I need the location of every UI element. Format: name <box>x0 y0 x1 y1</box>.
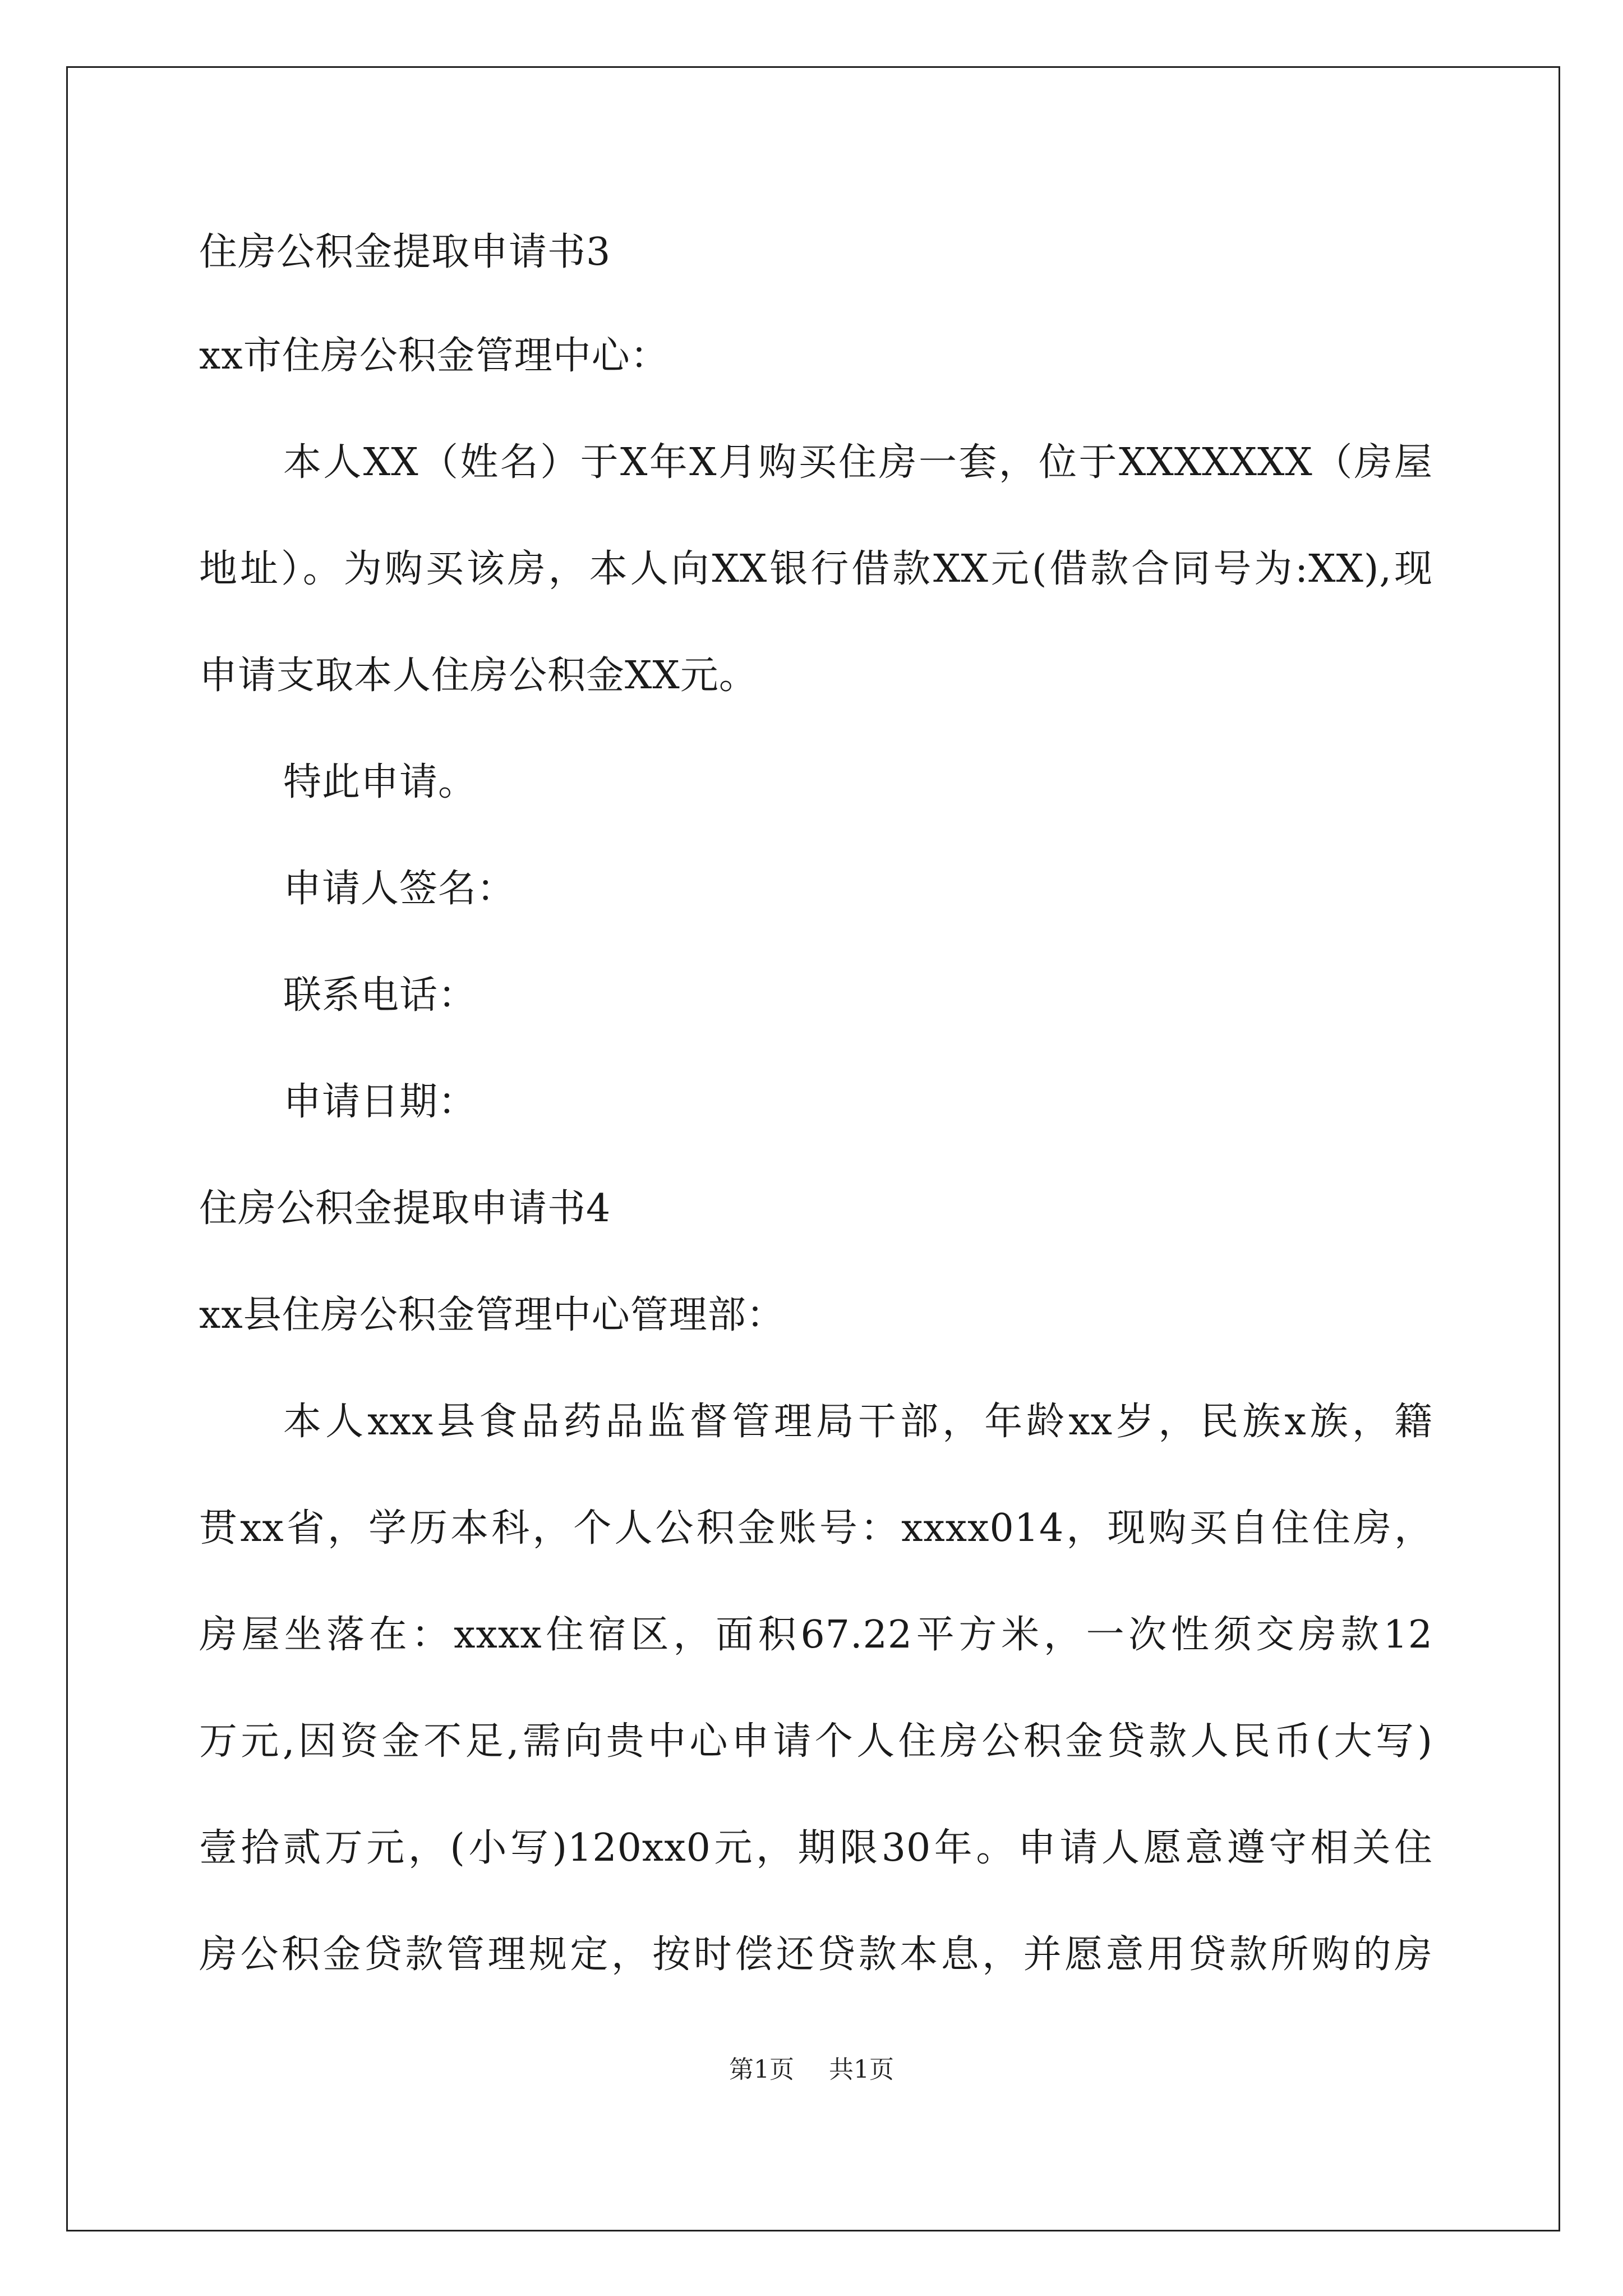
section4-body-line-5: 壹拾贰万元，(小写)120xx0元，期限30年。申请人愿意遵守相关住 <box>199 1826 1433 1870</box>
section4-body-line-1: 本人xxx县食品药品监督管理局干部，年龄xx岁，民族x族，籍 <box>283 1400 1433 1444</box>
section3-closing: 特此申请。 <box>283 760 477 804</box>
section4-body-line-2: 贯xx省，学历本科，个人公积金账号：xxxx014，现购买自住住房， <box>199 1506 1433 1550</box>
page-number-current: 第1页 <box>729 2055 794 2084</box>
section4-body-line-6: 房公积金贷款管理规定，按时偿还贷款本息，并愿意用贷款所购的房 <box>199 1932 1433 1977</box>
section3-signature-label: 申请人签名： <box>283 867 516 911</box>
section3-body-line-1: 本人XX（姓名）于X年X月购买住房一套，位于XXXXXXX（房屋 <box>283 440 1433 485</box>
section3-date-label: 申请日期： <box>283 1080 477 1124</box>
section4-title: 住房公积金提取申请书4 <box>199 1186 611 1231</box>
section3-body-line-3: 申请支取本人住房公积金XX元。 <box>199 654 758 698</box>
section4-body-line-4: 万元,因资金不足,需向贵中心申请个人住房公积金贷款人民币(大写) <box>199 1719 1433 1764</box>
page-footer <box>0 2053 1623 2087</box>
section3-body-line-2: 地址）。为购买该房，本人向XX银行借款XX元(借款合同号为:XX),现 <box>199 547 1433 591</box>
section3-addressee: xx市住房公积金管理中心： <box>199 334 669 378</box>
section4-body-line-3: 房屋坐落在：xxxx住宿区，面积67.22平方米，一次性须交房款12 <box>199 1613 1433 1657</box>
section3-title: 住房公积金提取申请书3 <box>199 230 611 274</box>
section4-addressee: xx县住房公积金管理中心管理部： <box>199 1293 785 1337</box>
page-border <box>66 66 1560 2231</box>
page-number-total: 共1页 <box>829 2055 894 2084</box>
section3-phone-label: 联系电话： <box>283 973 477 1018</box>
